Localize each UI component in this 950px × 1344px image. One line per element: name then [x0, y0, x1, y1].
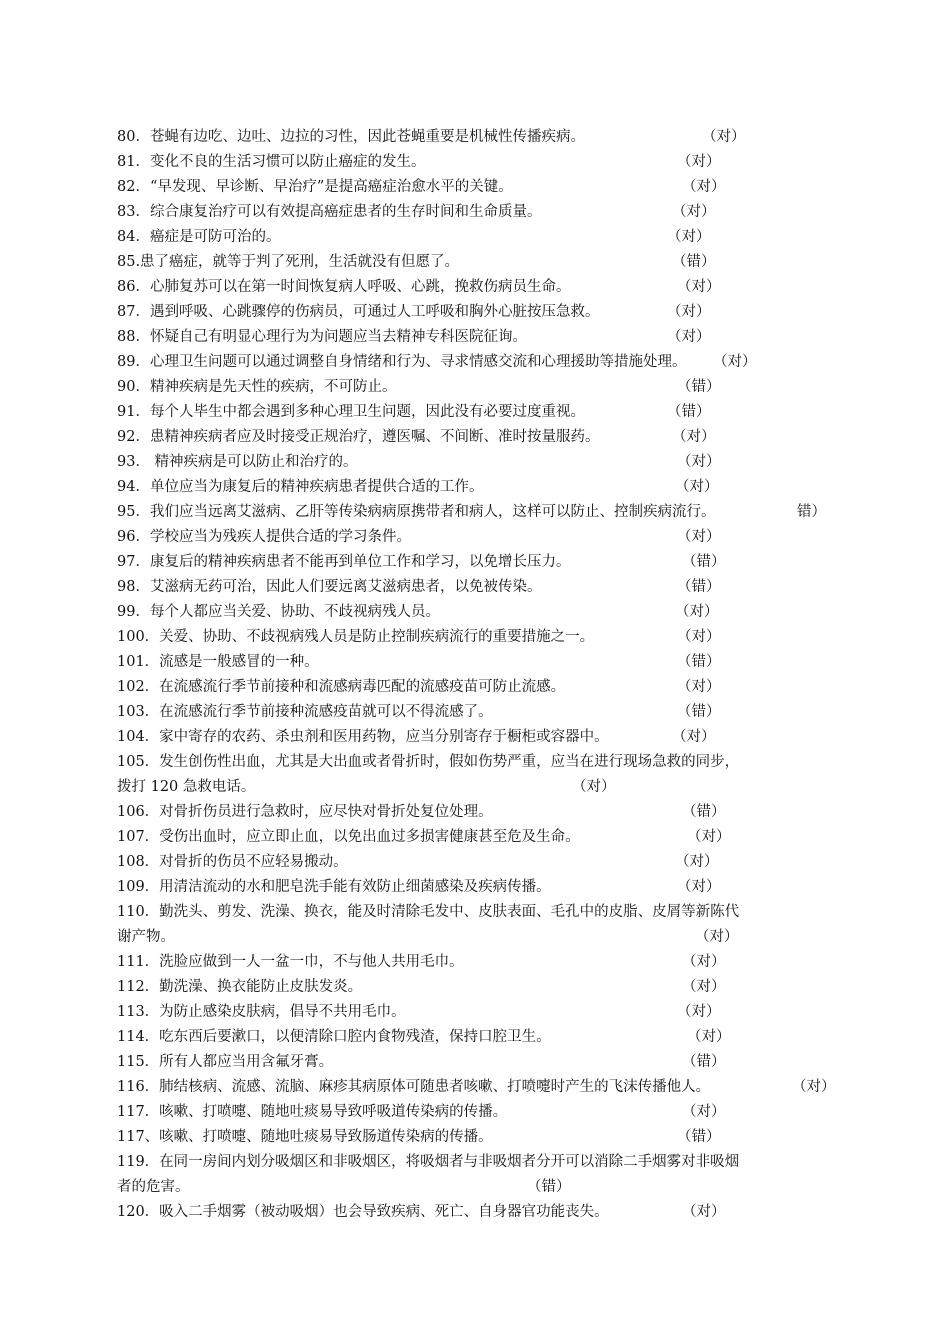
answer-mark: （错） [527, 1179, 571, 1195]
question-text: 114．吃东西后要漱口，以便清除口腔内食物残渣，保持口腔卫生。 [117, 1029, 551, 1045]
question-line [117, 925, 837, 950]
question-text: 者的危害。 [117, 1179, 190, 1195]
answer-mark: （对） [713, 354, 757, 370]
answer-mark: （对） [677, 629, 721, 645]
question-line [117, 350, 837, 375]
answer-mark: （对） [677, 529, 721, 545]
answer-mark: （错） [677, 654, 721, 670]
question-line [117, 1150, 837, 1175]
question-text: 120．吸入二手烟雾（被动吸烟）也会导致疾病、死亡、自身器官功能丧失。 [117, 1204, 609, 1220]
answer-mark: （错） [677, 1129, 721, 1145]
question-line [117, 150, 837, 175]
answer-mark: （对） [677, 279, 721, 295]
question-text: 93． 精神疾病是可以防止和治疗的。 [117, 454, 358, 470]
answer-mark: （对） [682, 1104, 726, 1120]
question-line [117, 250, 837, 275]
question-line [117, 375, 837, 400]
answer-mark: （对） [687, 1029, 731, 1045]
question-line [117, 700, 837, 725]
question-line [117, 575, 837, 600]
question-line [117, 850, 837, 875]
question-line [117, 1000, 837, 1025]
question-text: 90．精神疾病是先天性的疾病，不可防止。 [117, 379, 397, 395]
question-line [117, 500, 837, 525]
answer-mark: 错） [797, 504, 826, 520]
answer-mark: （错） [682, 554, 726, 570]
answer-mark: （错） [672, 254, 716, 270]
answer-mark: （对） [702, 129, 746, 145]
question-text: 99．每个人都应当关爱、协助、不歧视病残人员。 [117, 604, 440, 620]
question-line [117, 600, 837, 625]
answer-mark: （对） [687, 829, 731, 845]
question-line [117, 975, 837, 1000]
question-text: 拨打 120 急救电话。 [117, 779, 256, 795]
question-text: 108．对骨折的伤员不应轻易搬动。 [117, 854, 348, 870]
answer-mark: （对） [682, 979, 726, 995]
question-line [117, 1025, 837, 1050]
question-line [117, 275, 837, 300]
question-line [117, 750, 837, 775]
answer-mark: （对） [675, 854, 719, 870]
question-line [117, 825, 837, 850]
answer-mark: （对） [667, 304, 711, 320]
question-line [117, 1175, 837, 1200]
question-text: 103．在流感流行季节前接种流感疫苗就可以不得流感了。 [117, 704, 493, 720]
question-line [117, 300, 837, 325]
question-text: 89．心理卫生问题可以通过调整自身情绪和行为、寻求情感交流和心理援助等措施处理。 [117, 354, 687, 370]
answer-mark: （对） [675, 479, 719, 495]
question-text: 97．康复后的精神疾病患者不能再到单位工作和学习，以免增长压力。 [117, 554, 571, 570]
question-line [117, 775, 837, 800]
question-text: 102．在流感流行季节前接种和流感病毒匹配的流感疫苗可防止流感。 [117, 679, 566, 695]
question-line [117, 950, 837, 975]
answer-mark: （对） [672, 729, 716, 745]
question-line [117, 200, 837, 225]
question-text: 117．咳嗽、打喷嚏、随地吐痰易导致呼吸道传染病的传播。 [117, 1104, 508, 1120]
question-line [117, 400, 837, 425]
question-text: 95．我们应当远离艾滋病、乙肝等传染病病原携带者和病人，这样可以防止、控制疾病流行。 [117, 504, 716, 520]
question-line [117, 1200, 837, 1225]
question-text: 100．关爱、协助、不歧视病残人员是防止控制疾病流行的重要措施之一。 [117, 629, 595, 645]
answer-mark: （对） [677, 879, 721, 895]
question-line [117, 650, 837, 675]
question-line [117, 1125, 837, 1150]
answer-mark: （错） [667, 404, 711, 420]
question-line [117, 525, 837, 550]
answer-mark: （错） [677, 379, 721, 395]
answer-mark: （对） [677, 1004, 721, 1020]
question-text: 84．癌症是可防可治的。 [117, 229, 281, 245]
question-line [117, 425, 837, 450]
question-text: 91．每个人毕生中都会遇到多种心理卫生问题，因此没有必要过度重视。 [117, 404, 585, 420]
question-text: 92．患精神疾病者应及时接受正规治疗，遵医嘱、不间断、准时按量服药。 [117, 429, 600, 445]
question-line [117, 675, 837, 700]
question-text: 109．用清洁流动的水和肥皂洗手能有效防止细菌感染及疾病传播。 [117, 879, 551, 895]
question-text: 107．受伤出血时，应立即止血，以免出血过多损害健康甚至危及生命。 [117, 829, 580, 845]
answer-mark: （错） [682, 804, 726, 820]
answer-mark: （错） [677, 579, 721, 595]
question-text: 101．流感是一般感冒的一种。 [117, 654, 319, 670]
answer-mark: （对） [677, 454, 721, 470]
question-line [117, 175, 837, 200]
answer-mark: （对） [677, 679, 721, 695]
question-line [117, 475, 837, 500]
question-line [117, 800, 837, 825]
answer-mark: （对） [695, 929, 739, 945]
question-line [117, 550, 837, 575]
answer-mark: （错） [677, 704, 721, 720]
question-text: 83．综合康复治疗可以有效提高癌症患者的生存时间和生命质量。 [117, 204, 542, 220]
question-text: 87．遇到呼吸、心跳骤停的伤病员，可通过人工呼吸和胸外心脏按压急救。 [117, 304, 600, 320]
answer-mark: （对） [682, 1204, 726, 1220]
question-text: 105．发生创伤性出血，尤其是大出血或者骨折时，假如伤势严重，应当在进行现场急救的同步， [117, 754, 740, 770]
question-text: 94．单位应当为康复后的精神疾病患者提供合适的工作。 [117, 479, 484, 495]
question-text: 96．学校应当为残疾人提供合适的学习条件。 [117, 529, 411, 545]
answer-mark: （对） [682, 179, 726, 195]
question-text: 110．勤洗头、剪发、洗澡、换衣，能及时清除毛发中、皮肤表面、毛孔中的皮脂、皮屑等新陈代 [117, 904, 740, 920]
question-text: 116．肺结核病、流感、流脑、麻疹其病原体可随患者咳嗽、打喷嚏时产生的飞沫传播他人。 [117, 1079, 711, 1095]
question-line [117, 225, 837, 250]
question-text: 81．变化不良的生活习惯可以防止癌症的发生。 [117, 154, 426, 170]
answer-mark: （对） [667, 329, 711, 345]
question-text: 谢产物。 [117, 929, 175, 945]
answer-mark: （对） [672, 429, 716, 445]
question-line [117, 1050, 837, 1075]
answer-mark: （对） [792, 1079, 836, 1095]
question-text: 98．艾滋病无药可治，因此人们要远离艾滋病患者，以免被传染。 [117, 579, 542, 595]
question-text: 111．洗脸应做到一人一盆一巾，不与他人共用毛巾。 [117, 954, 464, 970]
question-line [117, 1075, 837, 1100]
question-text: 88．怀疑自己有明显心理行为为问题应当去精神专科医院征询。 [117, 329, 527, 345]
question-line [117, 875, 837, 900]
question-text: 112．勤洗澡、换衣能防止皮肤发炎。 [117, 979, 363, 995]
question-text: 115．所有人都应当用含氟牙膏。 [117, 1054, 334, 1070]
question-line [117, 625, 837, 650]
question-text: 113．为防止感染皮肤病，倡导不共用毛巾。 [117, 1004, 406, 1020]
answer-mark: （错） [682, 1054, 726, 1070]
question-line [117, 725, 837, 750]
question-text: 82．“早发现、早诊断、早治疗”是提高癌症治愈水平的关键。 [117, 179, 513, 195]
answer-mark: （对） [682, 954, 726, 970]
answer-mark: （对） [677, 154, 721, 170]
answer-mark: （对） [572, 779, 616, 795]
answer-mark: （对） [672, 204, 716, 220]
question-line [117, 900, 837, 925]
answer-mark: （对） [667, 229, 711, 245]
question-line [117, 450, 837, 475]
question-line [117, 125, 837, 150]
question-line [117, 325, 837, 350]
question-text: 117、咳嗽、打喷嚏、随地吐痰易导致肠道传染病的传播。 [117, 1129, 493, 1145]
question-text: 80．苍蝇有边吃、边吐、边拉的习性，因此苍蝇重要是机械性传播疾病。 [117, 129, 585, 145]
question-line [117, 1100, 837, 1125]
question-text: 86．心肺复苏可以在第一时间恢复病人呼吸、心跳，挽救伤病员生命。 [117, 279, 571, 295]
answer-mark: （对） [675, 604, 719, 620]
question-text: 119．在同一房间内划分吸烟区和非吸烟区，将吸烟者与非吸烟者分开可以消除二手烟雾对非吸烟 [117, 1154, 740, 1170]
question-text: 106．对骨折伤员进行急救时，应尽快对骨折处复位处理。 [117, 804, 493, 820]
question-text: 85.患了癌症，就等于判了死刑，生活就没有但愿了。 [117, 254, 460, 270]
question-text: 104．家中寄存的农药、杀虫剂和医用药物，应当分别寄存于橱柜或容器中。 [117, 729, 609, 745]
